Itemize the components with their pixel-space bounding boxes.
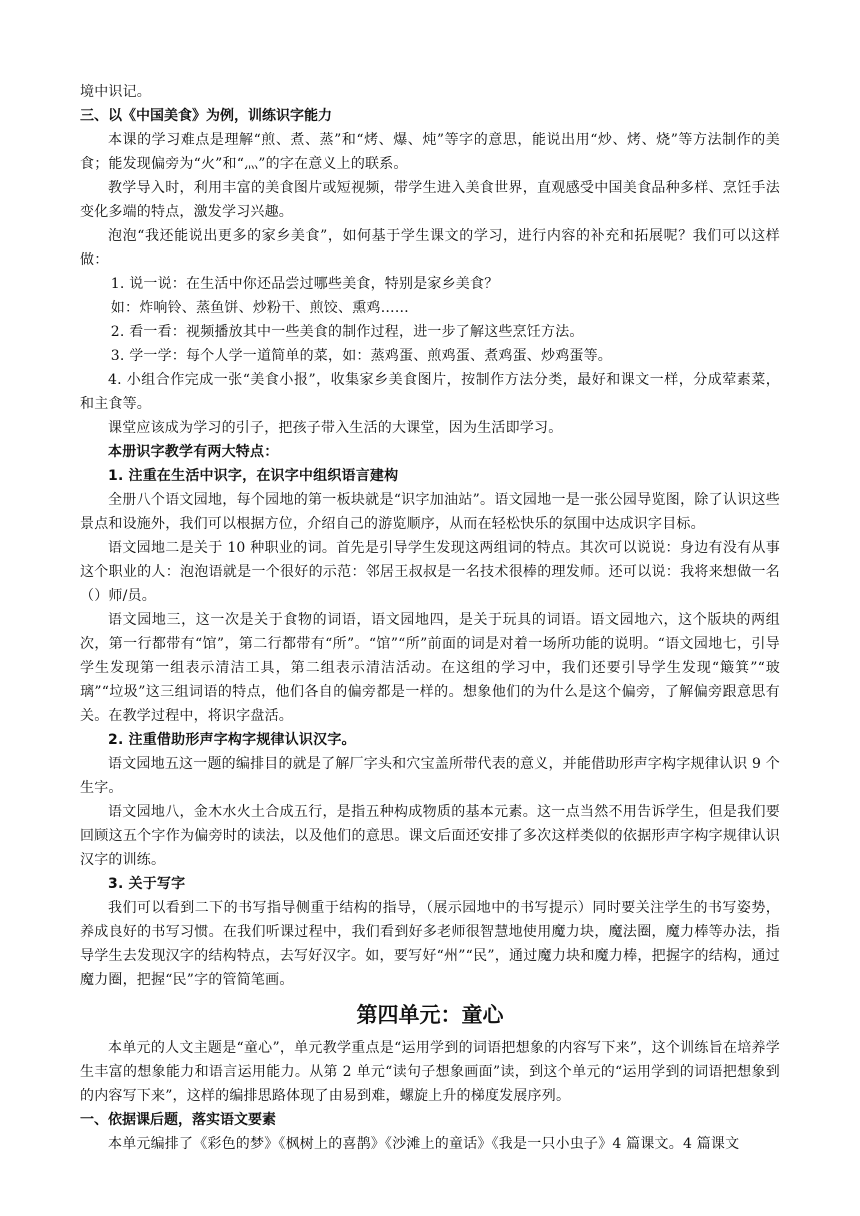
list-item: 如：炸响铃、蒸鱼饼、炒粉干、煎饺、熏鸡……	[110, 300, 409, 316]
subheading: 3. 关于写字	[108, 876, 186, 892]
paragraph: 教学导入时，利用丰富的美食图片或短视频，带学生进入美食世界，直观感受中国美食品种多样、烹饪手法变化多端的特点，激发学习兴趣。	[80, 180, 780, 220]
paragraph: 泡泡“我还能说出更多的家乡美食”，如何基于学生课文的学习，进行内容的补充和拓展呢？我们可以这样做：	[80, 228, 780, 268]
paragraph: 语文园地五这一题的编排目的就是了解厂字头和穴宝盖所带代表的意义，并能借助形声字构字规律认识 9 个生字。	[80, 756, 780, 796]
subheading: 本册识字教学有两大特点：	[108, 444, 279, 460]
section-heading: 一、依据课后题，落实语文要素	[80, 1112, 276, 1128]
paragraph: 本单元编排了《彩色的梦》《枫树上的喜鹊》《沙滩上的童话》《我是一只小虫子》4 篇课文。4 篇课文	[108, 1136, 740, 1152]
paragraph: 语文园地八，金木水火土合成五行，是指五种构成物质的基本元素。这一点当然不用告诉学生，但是我们要回顾这五个字作为偏旁时的读法，以及他们的意思。课文后面还安排了多次这样类似的依据形声字构字规律认识汉字的训练。	[80, 804, 780, 868]
paragraph: 境中识记。	[80, 84, 151, 100]
section-heading: 三、以《中国美食》为例，训练识字能力	[80, 108, 332, 124]
list-item: 3. 学一学：每个人学一道简单的菜，如：蒸鸡蛋、煎鸡蛋、煮鸡蛋、炒鸡蛋等。	[110, 348, 613, 364]
paragraph: 语文园地二是关于 10 种职业的词。首先是引导学生发现这两组词的特点。其次可以说说：身边有没有从事这个职业的人：泡泡语就是一个很好的示范：邻居王叔叔是一名技术很棒的理发师。还可以说：我将来想做一名（）师/员。	[80, 540, 780, 604]
paragraph: 全册八个语文园地，每个园地的第一板块就是“识字加油站”。语文园地一是一张公园导览图，除了认识这些景点和设施外，我们可以根据方位，介绍自己的游览顺序，从而在轻松快乐的氛围中达成识字目标。	[80, 492, 780, 532]
unit-title: 第四单元：童心	[356, 1003, 504, 1027]
subheading: 2. 注重借助形声字构字规律认识汉字。	[108, 732, 356, 748]
paragraph: 语文园地三，这一次是关于食物的词语，语文园地四，是关于玩具的词语。语文园地六，这个版块的两组次，第一行都带有“馆”，第二行都带有“所”。“馆”“所”前面的词是对着一场所功能的说明。“语文园地七，引导学生发现第一组表示清洁工具，第二组表示清洁活动。在这组的学习中，我们还要引导学生发现“簸箕”“玻璃”“垃圾”这三组词语的特点，他们各自的偏旁都是一样的。想象他们的为什么是这个偏旁，了解偏旁跟意思有关。在教学过程中，将识字盘活。	[80, 612, 780, 724]
list-item: 4. 小组合作完成一张“美食小报”，收集家乡美食图片，按制作方法分类，最好和课文一样，分成荤素菜，和主食等。	[80, 372, 780, 412]
subheading: 1. 注重在生活中识字，在识字中组织语言建构	[108, 468, 399, 484]
list-item: 1. 说一说：在生活中你还品尝过哪些美食，特别是家乡美食？	[110, 276, 499, 292]
paragraph: 我们可以看到二下的书写指导侧重于结构的指导，（展示园地中的书写提示）同时要关注学生的书写姿势，养成良好的书写习惯。在我们听课过程中，我们看到好多老师很智慧地使用魔力块，魔法圈，魔力棒等办法，指导学生去发现汉字的结构特点，去写好汉字。如，要写好“州”“民”，通过魔力块和魔力棒，把握字的结构，通过魔力圈，把握“民”字的管简笔画。	[80, 900, 780, 988]
list-item: 2. 看一看：视频播放其中一些美食的制作过程，进一步了解这些烹饪方法。	[110, 324, 584, 340]
paragraph: 本课的学习难点是理解“煎、煮、蒸”和“烤、爆、炖”等字的意思，能说出用“炒、烤、烧”等方法制作的美食；能发现偏旁为“火”和“灬”的字在意义上的联系。	[80, 132, 780, 172]
paragraph: 本单元的人文主题是“童心”，单元教学重点是“运用学到的词语把想象的内容写下来”，这个训练旨在培养学生丰富的想象能力和语言运用能力。从第 2 单元“读句子想象画面”读，到这个单元的“运用学到的词语把想象到的内容写下来”，这样的编排思路体现了由易到难，螺旋上升的梯度发展序列。	[80, 1040, 780, 1104]
paragraph: 课堂应该成为学习的引子，把孩子带入生活的大课堂，因为生活即学习。	[108, 420, 563, 436]
